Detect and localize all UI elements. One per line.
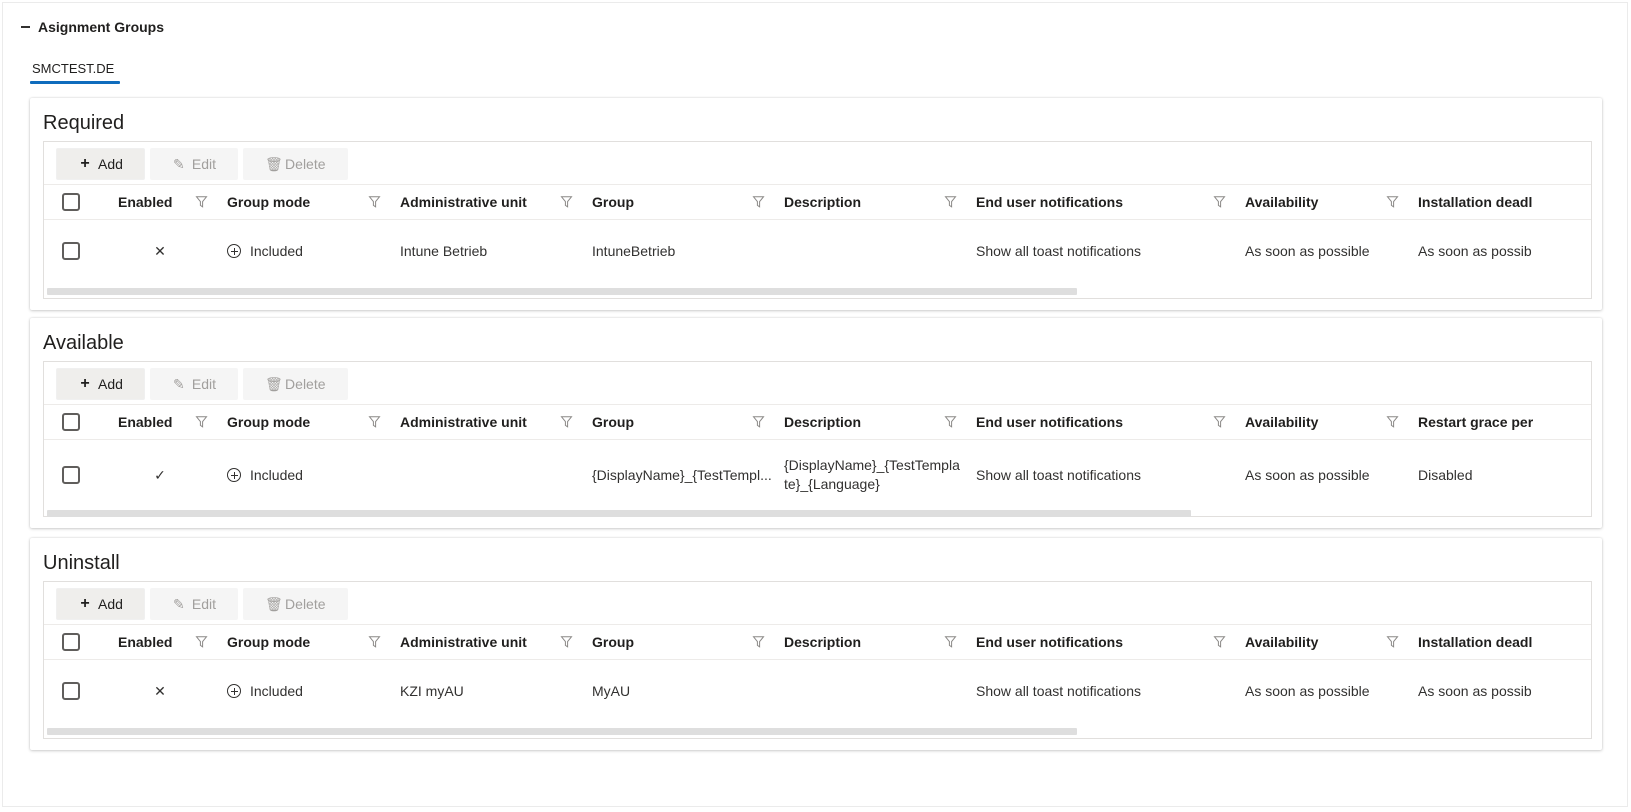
- tab-bar: [30, 58, 116, 84]
- add-circle-icon: [227, 468, 241, 482]
- row-checkbox[interactable]: [62, 242, 80, 260]
- filter-icon[interactable]: [753, 185, 764, 219]
- edit-label: Edit: [191, 376, 217, 392]
- select-all-checkbox[interactable]: [62, 193, 80, 211]
- group-mode-cell: [227, 221, 387, 281]
- edit-label: Edit: [191, 156, 217, 172]
- add-button[interactable]: [56, 588, 145, 620]
- availability-cell: As soon as possible: [1245, 683, 1370, 699]
- filter-icon[interactable]: [369, 185, 380, 219]
- column-header-admin-unit[interactable]: Administrative unit: [400, 634, 527, 650]
- plus-icon: +: [80, 155, 90, 172]
- filter-icon[interactable]: [196, 625, 207, 659]
- filter-icon[interactable]: [753, 625, 764, 659]
- column-header-enabled[interactable]: Enabled: [118, 634, 173, 650]
- grid-toolbar: [56, 588, 348, 620]
- column-header-group[interactable]: Group: [592, 634, 634, 650]
- last-column-cell: As soon as possib: [1418, 243, 1532, 259]
- enabled-status-icon: ✓: [154, 466, 166, 483]
- horizontal-scrollbar[interactable]: [47, 510, 1591, 518]
- trash-icon: 🗑: [265, 155, 283, 172]
- column-header-group-mode[interactable]: Group mode: [227, 414, 311, 430]
- enabled-status-icon: ✕: [154, 242, 166, 259]
- filter-icon[interactable]: [1387, 625, 1398, 659]
- group-mode-cell: [227, 661, 387, 721]
- admin-unit-cell: Intune Betrieb: [400, 243, 488, 259]
- last-column-cell: Disabled: [1418, 467, 1473, 483]
- filter-icon[interactable]: [561, 185, 572, 219]
- delete-label: Delete: [285, 376, 326, 392]
- grid-toolbar: [56, 368, 348, 400]
- table-row[interactable]: [44, 221, 1591, 281]
- assignments-grid: [43, 361, 1592, 517]
- select-all-checkbox[interactable]: [62, 633, 80, 651]
- column-header-availability[interactable]: Availability: [1245, 414, 1319, 430]
- add-button[interactable]: [56, 368, 145, 400]
- add-circle-icon: [227, 684, 241, 698]
- filter-icon[interactable]: [1387, 405, 1398, 439]
- filter-icon[interactable]: [945, 185, 956, 219]
- grid-header-row: [44, 624, 1591, 660]
- select-all-checkbox[interactable]: [62, 413, 80, 431]
- admin-unit-cell: [400, 441, 580, 509]
- horizontal-scrollbar[interactable]: [47, 288, 1591, 296]
- column-header-group-mode[interactable]: Group mode: [227, 194, 311, 210]
- description-text: [784, 456, 960, 494]
- delete-button[interactable]: [243, 368, 347, 400]
- notifications-cell: Show all toast notifications: [976, 467, 1141, 483]
- section-title: Available: [43, 332, 124, 354]
- add-label: Add: [98, 376, 123, 392]
- scrollbar-thumb[interactable]: [47, 288, 1077, 295]
- notifications-cell: Show all toast notifications: [976, 683, 1141, 699]
- section-header-title: Asignment Groups: [38, 19, 165, 35]
- section-uninstall: [30, 538, 1602, 750]
- description-cell: [784, 661, 964, 721]
- grid-toolbar: [56, 148, 348, 180]
- delete-button[interactable]: [243, 588, 347, 620]
- assignments-grid: [43, 141, 1592, 299]
- availability-cell: As soon as possible: [1245, 243, 1370, 259]
- grid-header-row: [44, 404, 1591, 440]
- horizontal-scrollbar[interactable]: [47, 728, 1591, 736]
- edit-button[interactable]: [150, 148, 238, 180]
- description-line-2: te}_{Language}: [784, 476, 880, 492]
- tab-smctest-de[interactable]: SMCTEST.DE: [30, 58, 116, 84]
- filter-icon[interactable]: [561, 405, 572, 439]
- add-button[interactable]: [56, 148, 145, 180]
- collapse-icon[interactable]: [21, 26, 30, 28]
- table-row[interactable]: [44, 441, 1591, 509]
- filter-icon[interactable]: [369, 405, 380, 439]
- admin-unit-cell: KZI myAU: [400, 683, 464, 699]
- add-circle-icon: [227, 244, 241, 258]
- row-checkbox[interactable]: [62, 466, 80, 484]
- delete-label: Delete: [285, 156, 326, 172]
- group-cell: MyAU: [592, 683, 631, 699]
- group-mode-value: Included: [250, 683, 303, 699]
- filter-icon[interactable]: [561, 625, 572, 659]
- column-header-end-user-notifications[interactable]: End user notifications: [976, 414, 1124, 430]
- filter-icon[interactable]: [1214, 185, 1225, 219]
- filter-icon[interactable]: [753, 405, 764, 439]
- section-title: Uninstall: [43, 552, 120, 574]
- grid-header-row: [44, 184, 1591, 220]
- add-label: Add: [98, 596, 123, 612]
- column-header-group-mode[interactable]: Group mode: [227, 634, 311, 650]
- edit-label: Edit: [191, 596, 217, 612]
- filter-icon[interactable]: [196, 185, 207, 219]
- last-column-cell: As soon as possib: [1418, 683, 1532, 699]
- group-mode-value: Included: [250, 243, 303, 259]
- add-label: Add: [98, 156, 123, 172]
- plus-icon: +: [80, 375, 90, 392]
- edit-button[interactable]: [150, 368, 238, 400]
- column-header-admin-unit[interactable]: Administrative unit: [400, 414, 527, 430]
- filter-icon[interactable]: [1387, 185, 1398, 219]
- notifications-cell: Show all toast notifications: [976, 243, 1141, 259]
- filter-icon[interactable]: [945, 625, 956, 659]
- column-header-enabled[interactable]: Enabled: [118, 414, 173, 430]
- pencil-icon: ✎: [173, 375, 185, 392]
- filter-icon[interactable]: [369, 625, 380, 659]
- filter-icon[interactable]: [945, 405, 956, 439]
- section-required: [30, 98, 1602, 310]
- filter-icon[interactable]: [1214, 625, 1225, 659]
- row-checkbox[interactable]: [62, 682, 80, 700]
- column-header-last[interactable]: Installation deadl: [1418, 634, 1533, 650]
- section-header[interactable]: [21, 17, 164, 37]
- assignments-grid: [43, 581, 1592, 739]
- scrollbar-thumb[interactable]: [47, 510, 1191, 517]
- enabled-status-icon: ✕: [154, 682, 166, 699]
- description-cell: [784, 221, 964, 281]
- delete-button[interactable]: [243, 148, 347, 180]
- availability-cell: As soon as possible: [1245, 467, 1370, 483]
- filter-icon[interactable]: [1214, 405, 1225, 439]
- scrollbar-thumb[interactable]: [47, 728, 1077, 735]
- plus-icon: +: [80, 595, 90, 612]
- section-title: Required: [43, 112, 125, 134]
- column-header-last[interactable]: Installation deadl: [1418, 194, 1533, 210]
- description-cell: [784, 441, 964, 509]
- pencil-icon: ✎: [173, 595, 185, 612]
- column-header-end-user-notifications[interactable]: End user notifications: [976, 194, 1124, 210]
- column-header-last[interactable]: Restart grace per: [1418, 414, 1534, 430]
- column-header-availability[interactable]: Availability: [1245, 634, 1319, 650]
- trash-icon: 🗑: [265, 375, 283, 392]
- column-header-description[interactable]: Description: [784, 194, 862, 210]
- pencil-icon: ✎: [173, 155, 185, 172]
- delete-label: Delete: [285, 596, 326, 612]
- column-header-group[interactable]: Group: [592, 414, 634, 430]
- column-header-end-user-notifications[interactable]: End user notifications: [976, 634, 1124, 650]
- group-cell: {DisplayName}_{TestTempl...: [592, 467, 772, 483]
- group-mode-value: Included: [250, 467, 303, 483]
- column-header-description[interactable]: Description: [784, 634, 862, 650]
- column-header-description[interactable]: Description: [784, 414, 862, 430]
- table-row[interactable]: [44, 661, 1591, 721]
- description-line-1: {DisplayName}_{TestTempla: [784, 457, 960, 473]
- group-cell: IntuneBetrieb: [592, 243, 676, 259]
- trash-icon: 🗑: [265, 595, 283, 612]
- section-available: [30, 318, 1602, 528]
- edit-button[interactable]: [150, 588, 238, 620]
- column-header-admin-unit[interactable]: Administrative unit: [400, 194, 527, 210]
- group-mode-cell: [227, 441, 387, 509]
- filter-icon[interactable]: [196, 405, 207, 439]
- column-header-group[interactable]: Group: [592, 194, 634, 210]
- column-header-availability[interactable]: Availability: [1245, 194, 1319, 210]
- column-header-enabled[interactable]: Enabled: [118, 194, 173, 210]
